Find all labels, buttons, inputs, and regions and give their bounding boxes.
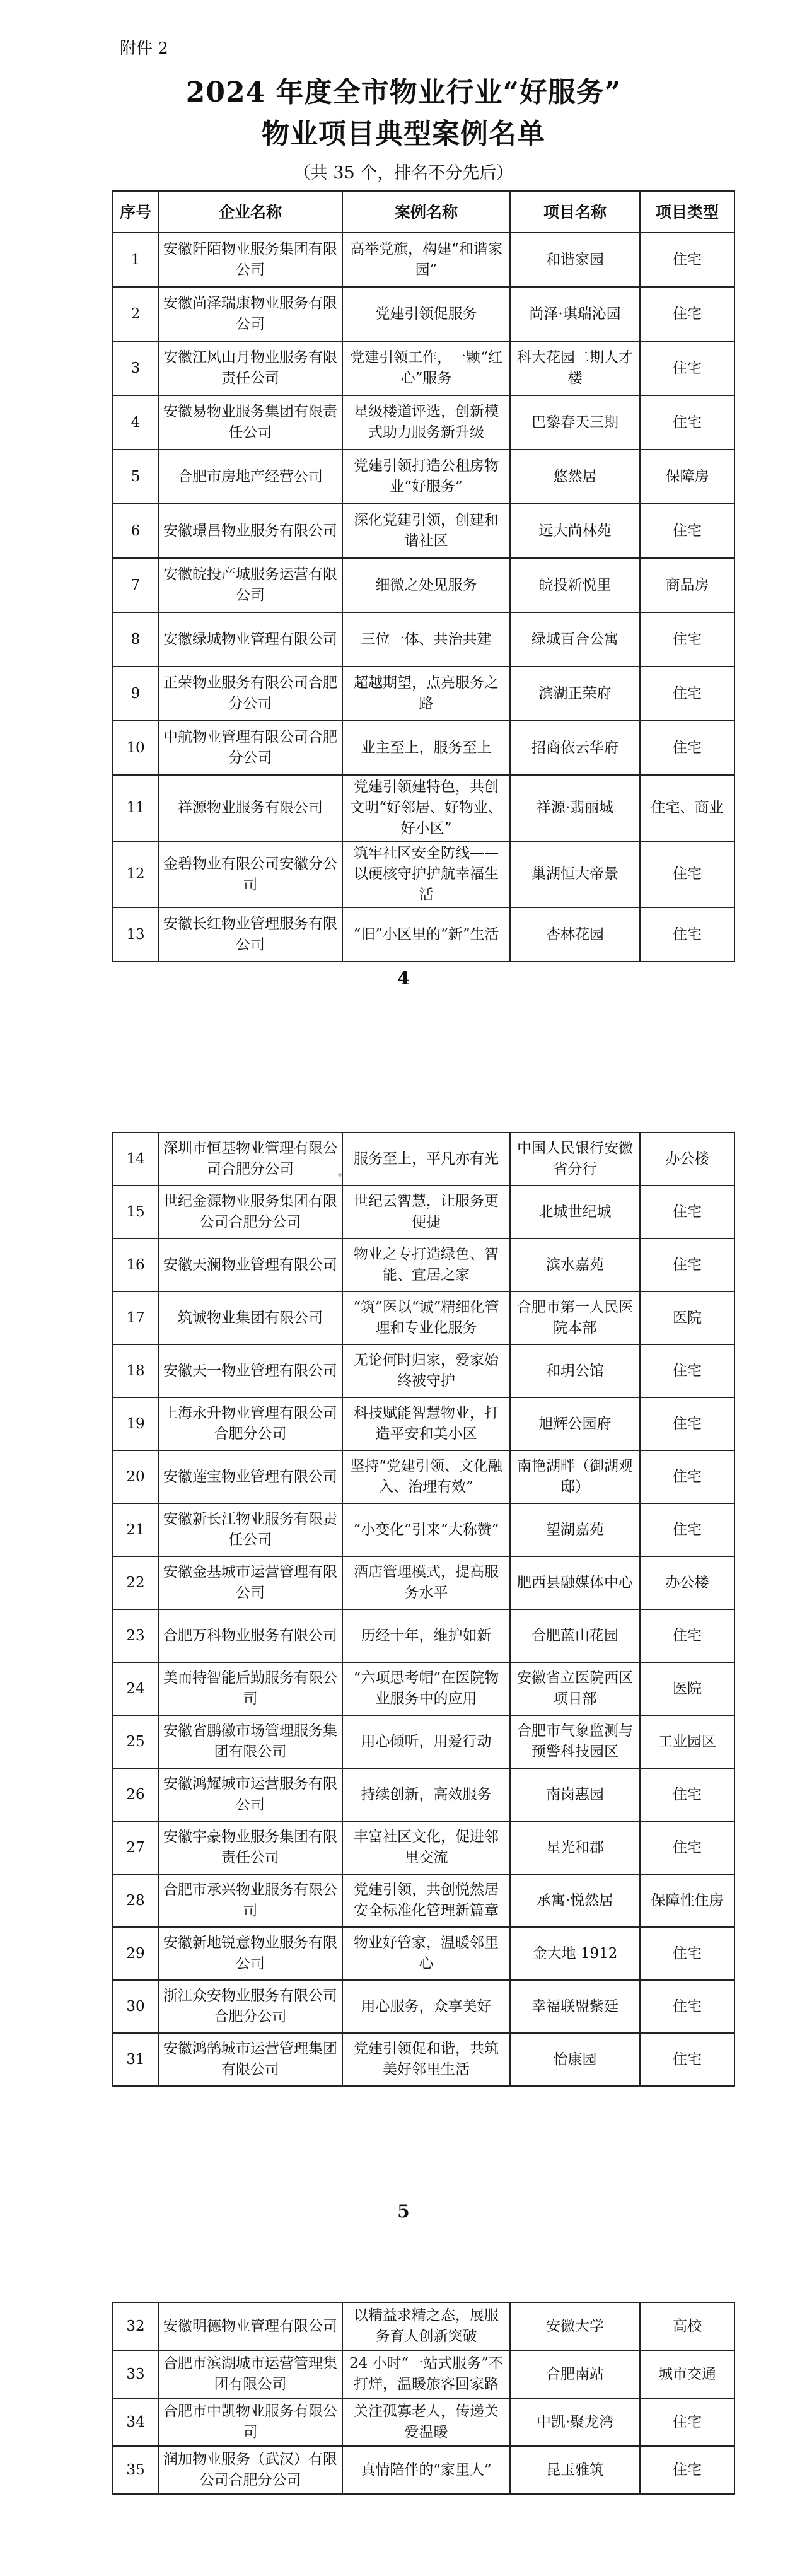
cell-project: 招商依云华府 — [510, 721, 640, 775]
cell-project: 和谐家园 — [510, 233, 640, 287]
cell-project: 旭辉公园府 — [510, 1397, 640, 1450]
cell-number: 34 — [113, 2398, 158, 2446]
cell-type: 住宅 — [640, 667, 734, 721]
cell-case: 超越期望，点亮服务之路 — [342, 667, 510, 721]
table-row — [113, 1768, 734, 1821]
cell-type: 住宅 — [640, 1768, 734, 1821]
table-row — [113, 287, 734, 341]
cell-type: 住宅 — [640, 504, 734, 558]
table-row — [113, 2302, 734, 2350]
table-row — [113, 1662, 734, 1715]
cell-project: 安徽省立医院西区项目部 — [510, 1662, 640, 1715]
cell-number: 19 — [113, 1397, 158, 1450]
table-row — [113, 1186, 734, 1238]
cell-project: 合肥蓝山花园 — [510, 1609, 640, 1662]
cell-case: 党建引领打造公租房物业“好服务” — [342, 450, 510, 504]
cell-number: 28 — [113, 1874, 158, 1927]
cell-project: 滨水嘉苑 — [510, 1238, 640, 1291]
table-row — [113, 1715, 734, 1768]
cell-type: 住宅 — [640, 341, 734, 395]
cell-number: 18 — [113, 1344, 158, 1397]
cell-company: 安徽阡陌物业服务集团有限公司 — [158, 233, 342, 287]
table-row — [113, 2033, 734, 2086]
header-company: 企业名称 — [158, 191, 342, 233]
header-number: 序号 — [113, 191, 158, 233]
cell-project: 巴黎春天三期 — [510, 395, 640, 450]
cell-number: 2 — [113, 287, 158, 341]
cell-type: 住宅 — [640, 721, 734, 775]
cell-project: 幸福联盟紫廷 — [510, 1980, 640, 2033]
cell-number: 1 — [113, 233, 158, 287]
cell-type: 住宅 — [640, 287, 734, 341]
cell-type: 住宅 — [640, 1927, 734, 1980]
cell-case: “六项思考帽”在医院物业服务中的应用 — [342, 1662, 510, 1715]
cell-company: 安徽新长江物业服务有限责任公司 — [158, 1503, 342, 1556]
case-list-table-part-1 — [112, 190, 735, 962]
cell-case: 酒店管理模式，提高服务水平 — [342, 1556, 510, 1609]
cell-number: 22 — [113, 1556, 158, 1609]
cell-company: 安徽长红物业管理服务有限公司 — [158, 907, 342, 962]
table-row — [113, 612, 734, 667]
header-project: 项目名称 — [510, 191, 640, 233]
cell-project: 巢湖恒大帝景 — [510, 841, 640, 907]
table-row — [113, 1291, 734, 1344]
cell-number: 9 — [113, 667, 158, 721]
cell-type: 住宅 — [640, 612, 734, 667]
table-row — [113, 1133, 734, 1186]
cell-case: 细微之处见服务 — [342, 558, 510, 612]
cell-case: 党建引领，共创悦然居安全标准化管理新篇章 — [342, 1874, 510, 1927]
cell-case: 三位一体、共治共建 — [342, 612, 510, 667]
cell-company: 正荣物业服务有限公司合肥分公司 — [158, 667, 342, 721]
table-row — [113, 1503, 734, 1556]
cell-type: 办公楼 — [640, 1133, 734, 1186]
cell-case: 星级楼道评选，创新模式助力服务新升级 — [342, 395, 510, 450]
cell-number: 12 — [113, 841, 158, 907]
cell-company: 安徽明德物业管理有限公司 — [158, 2302, 342, 2350]
cell-company: 安徽天澜物业管理有限公司 — [158, 1238, 342, 1291]
table-body-part-3 — [113, 2302, 734, 2494]
cell-project: 肥西县融媒体中心 — [510, 1556, 640, 1609]
page-number: 4 — [397, 968, 410, 989]
cell-number: 6 — [113, 504, 158, 558]
cell-case: 24 小时“一站式服务”不打烊，温暖旅客回家路 — [342, 2350, 510, 2398]
document-page-2 — [0, 1072, 807, 2245]
cell-case: “小变化”引来“大称赞” — [342, 1503, 510, 1556]
cell-type: 医院 — [640, 1291, 734, 1344]
header-case: 案例名称 — [342, 191, 510, 233]
cell-project: 北城世纪城 — [510, 1186, 640, 1238]
cell-number: 29 — [113, 1927, 158, 1980]
scan-speck — [338, 1173, 342, 1177]
cell-type: 高校 — [640, 2302, 734, 2350]
cell-company: 安徽省鹏徽市场管理服务集团有限公司 — [158, 1715, 342, 1768]
cell-case: 用心倾听，用爱行动 — [342, 1715, 510, 1768]
cell-number: 24 — [113, 1662, 158, 1715]
cell-project: 祥源·翡丽城 — [510, 775, 640, 841]
cell-company: 筑诚物业集团有限公司 — [158, 1291, 342, 1344]
cell-project: 南岗惠园 — [510, 1768, 640, 1821]
table-header-row — [113, 191, 734, 233]
cell-case: 坚持“党建引领、文化融入、治理有效” — [342, 1450, 510, 1503]
cell-company: 安徽皖投产城服务运营有限公司 — [158, 558, 342, 612]
cell-number: 4 — [113, 395, 158, 450]
cell-case: 用心服务，众享美好 — [342, 1980, 510, 2033]
cell-number: 8 — [113, 612, 158, 667]
table-row — [113, 1397, 734, 1450]
cell-project: 安徽大学 — [510, 2302, 640, 2350]
table-row — [113, 1874, 734, 1927]
cell-company: 安徽绿城物业管理有限公司 — [158, 612, 342, 667]
table-row — [113, 1450, 734, 1503]
document-title-line-1: 2024 年度全市物业行业“好服务” — [185, 76, 622, 108]
cell-company: 安徽易物业服务集团有限责任公司 — [158, 395, 342, 450]
table-row — [113, 1980, 734, 2033]
table-row — [113, 2398, 734, 2446]
table-body-part-2 — [113, 1133, 734, 2086]
cell-number: 26 — [113, 1768, 158, 1821]
table-row — [113, 721, 734, 775]
cell-company: 安徽鸿鹄城市运营管理集团有限公司 — [158, 2033, 342, 2086]
document-page-1 — [0, 0, 807, 1072]
cell-project: 远大尚林苑 — [510, 504, 640, 558]
cell-number: 11 — [113, 775, 158, 841]
cell-case: 持续创新，高效服务 — [342, 1768, 510, 1821]
cell-number: 32 — [113, 2302, 158, 2350]
cell-project: 悠然居 — [510, 450, 640, 504]
table-row — [113, 2446, 734, 2494]
cell-company: 金碧物业有限公司安徽分公司 — [158, 841, 342, 907]
cell-type: 住宅 — [640, 1450, 734, 1503]
cell-number: 17 — [113, 1291, 158, 1344]
cell-case: 以精益求精之态，展服务育人创新突破 — [342, 2302, 510, 2350]
cell-number: 16 — [113, 1238, 158, 1291]
case-list-table-part-3 — [112, 2302, 735, 2495]
cell-case: 党建引领促和谐，共筑美好邻里生活 — [342, 2033, 510, 2086]
cell-type: 住宅 — [640, 2446, 734, 2494]
cell-company: 润加物业服务（武汉）有限公司合肥分公司 — [158, 2446, 342, 2494]
cell-case: 丰富社区文化，促进邻里交流 — [342, 1821, 510, 1874]
cell-number: 3 — [113, 341, 158, 395]
cell-case: “旧”小区里的“新”生活 — [342, 907, 510, 962]
cell-project: 合肥市第一人民医院本部 — [510, 1291, 640, 1344]
cell-case: 党建引领建特色，共创文明“好邻居、好物业、好小区” — [342, 775, 510, 841]
cell-case: 世纪云智慧，让服务更便捷 — [342, 1186, 510, 1238]
document-subtitle: （共 35 个，排名不分先后） — [293, 163, 514, 183]
table-body-part-1 — [113, 233, 734, 962]
cell-type: 住宅 — [640, 395, 734, 450]
table-row — [113, 395, 734, 450]
cell-number: 20 — [113, 1450, 158, 1503]
table-row — [113, 2350, 734, 2398]
cell-case: “筑”医以“诚”精细化管理和专业化服务 — [342, 1291, 510, 1344]
cell-type: 办公楼 — [640, 1556, 734, 1609]
cell-project: 金大地 1912 — [510, 1927, 640, 1980]
cell-company: 深圳市恒基物业管理有限公司合肥分公司 — [158, 1133, 342, 1186]
cell-project: 和玥公馆 — [510, 1344, 640, 1397]
cell-project: 望湖嘉苑 — [510, 1503, 640, 1556]
cell-company: 合肥市房地产经营公司 — [158, 450, 342, 504]
cell-number: 31 — [113, 2033, 158, 2086]
cell-number: 27 — [113, 1821, 158, 1874]
cell-company: 合肥市滨湖城市运营管理集团有限公司 — [158, 2350, 342, 2398]
table-row — [113, 558, 734, 612]
table-row — [113, 450, 734, 504]
cell-company: 安徽宇豪物业服务集团有限责任公司 — [158, 1821, 342, 1874]
cell-project: 星光和郡 — [510, 1821, 640, 1874]
cell-number: 7 — [113, 558, 158, 612]
cell-company: 安徽江风山月物业服务有限责任公司 — [158, 341, 342, 395]
cell-project: 合肥市气象监测与预警科技园区 — [510, 1715, 640, 1768]
cell-company: 中航物业管理有限公司合肥分公司 — [158, 721, 342, 775]
table-row — [113, 667, 734, 721]
cell-project: 承寓·悦然居 — [510, 1874, 640, 1927]
cell-type: 住宅 — [640, 1609, 734, 1662]
cell-number: 35 — [113, 2446, 158, 2494]
cell-project: 合肥南站 — [510, 2350, 640, 2398]
table-row — [113, 341, 734, 395]
cell-type: 城市交通 — [640, 2350, 734, 2398]
attachment-label: 附件 2 — [120, 39, 168, 58]
cell-case: 党建引领促服务 — [342, 287, 510, 341]
cell-company: 安徽天一物业管理有限公司 — [158, 1344, 342, 1397]
cell-type: 住宅 — [640, 2033, 734, 2086]
table-row — [113, 775, 734, 841]
cell-number: 15 — [113, 1186, 158, 1238]
cell-project: 杏林花园 — [510, 907, 640, 962]
cell-case: 物业好管家，温暖邻里心 — [342, 1927, 510, 1980]
cell-type: 住宅、商业 — [640, 775, 734, 841]
cell-case: 物业之专打造绿色、智能、宜居之家 — [342, 1238, 510, 1291]
cell-type: 住宅 — [640, 841, 734, 907]
cell-company: 安徽鸿耀城市运营服务有限公司 — [158, 1768, 342, 1821]
cell-number: 14 — [113, 1133, 158, 1186]
cell-company: 合肥市中凯物业服务有限公司 — [158, 2398, 342, 2446]
table-row — [113, 1609, 734, 1662]
cell-company: 合肥万科物业服务有限公司 — [158, 1609, 342, 1662]
cell-type: 保障房 — [640, 450, 734, 504]
cell-number: 30 — [113, 1980, 158, 2033]
cell-type: 住宅 — [640, 1238, 734, 1291]
table-row — [113, 1344, 734, 1397]
cell-project: 绿城百合公寓 — [510, 612, 640, 667]
table-row — [113, 504, 734, 558]
table-row — [113, 1238, 734, 1291]
cell-case: 党建引领工作，一颗“红心”服务 — [342, 341, 510, 395]
cell-company: 安徽莲宝物业管理有限公司 — [158, 1450, 342, 1503]
table-row — [113, 907, 734, 962]
cell-number: 10 — [113, 721, 158, 775]
cell-type: 住宅 — [640, 1397, 734, 1450]
cell-number: 5 — [113, 450, 158, 504]
document-title-line-2: 物业项目典型案例名单 — [262, 118, 545, 150]
cell-project: 尚泽·琪瑞沁园 — [510, 287, 640, 341]
cell-case: 关注孤寡老人，传递关爱温暖 — [342, 2398, 510, 2446]
cell-type: 医院 — [640, 1662, 734, 1715]
cell-company: 安徽璟昌物业服务有限公司 — [158, 504, 342, 558]
cell-type: 住宅 — [640, 2398, 734, 2446]
cell-company: 安徽金基城市运营管理有限公司 — [158, 1556, 342, 1609]
cell-company: 安徽尚泽瑞康物业服务有限公司 — [158, 287, 342, 341]
cell-project: 滨湖正荣府 — [510, 667, 640, 721]
cell-type: 住宅 — [640, 1821, 734, 1874]
cell-project: 昆玉雅筑 — [510, 2446, 640, 2494]
cell-case: 真情陪伴的“家里人” — [342, 2446, 510, 2494]
cell-project: 中凯·聚龙湾 — [510, 2398, 640, 2446]
document-page-3 — [0, 2245, 807, 2576]
header-type: 项目类型 — [640, 191, 734, 233]
cell-company: 祥源物业服务有限公司 — [158, 775, 342, 841]
cell-type: 住宅 — [640, 907, 734, 962]
table-row — [113, 1556, 734, 1609]
cell-case: 历经十年，维护如新 — [342, 1609, 510, 1662]
cell-type: 商品房 — [640, 558, 734, 612]
cell-company: 浙江众安物业服务有限公司合肥分公司 — [158, 1980, 342, 2033]
table-row — [113, 841, 734, 907]
cell-number: 13 — [113, 907, 158, 962]
cell-project: 皖投新悦里 — [510, 558, 640, 612]
cell-type: 住宅 — [640, 1186, 734, 1238]
cell-company: 合肥市承兴物业服务有限公司 — [158, 1874, 342, 1927]
cell-type: 住宅 — [640, 1503, 734, 1556]
cell-type: 住宅 — [640, 1344, 734, 1397]
cell-case: 科技赋能智慧物业，打造平安和美小区 — [342, 1397, 510, 1450]
cell-company: 安徽新地锐意物业服务有限公司 — [158, 1927, 342, 1980]
cell-case: 筑牢社区安全防线——以硬核守护护航幸福生活 — [342, 841, 510, 907]
cell-number: 23 — [113, 1609, 158, 1662]
cell-project: 科大花园二期人才楼 — [510, 341, 640, 395]
table-row — [113, 1927, 734, 1980]
cell-company: 美而特智能后勤服务有限公司 — [158, 1662, 342, 1715]
cell-case: 深化党建引领，创建和谐社区 — [342, 504, 510, 558]
cell-number: 33 — [113, 2350, 158, 2398]
cell-type: 工业园区 — [640, 1715, 734, 1768]
cell-number: 21 — [113, 1503, 158, 1556]
cell-type: 住宅 — [640, 233, 734, 287]
cell-case: 无论何时归家，爱家始终被守护 — [342, 1344, 510, 1397]
table-row — [113, 1821, 734, 1874]
cell-project: 中国人民银行安徽省分行 — [510, 1133, 640, 1186]
cell-type: 住宅 — [640, 1980, 734, 2033]
cell-type: 保障性住房 — [640, 1874, 734, 1927]
cell-number: 25 — [113, 1715, 158, 1768]
page-number: 5 — [397, 2201, 410, 2222]
cell-project: 怡康园 — [510, 2033, 640, 2086]
case-list-table-part-2 — [112, 1132, 735, 2087]
table-row — [113, 233, 734, 287]
cell-case: 高举党旗，构建“和谐家园” — [342, 233, 510, 287]
cell-company: 上海永升物业管理有限公司合肥分公司 — [158, 1397, 342, 1450]
cell-case: 业主至上，服务至上 — [342, 721, 510, 775]
cell-project: 南艳湖畔（御湖观邸） — [510, 1450, 640, 1503]
cell-company: 世纪金源物业服务集团有限公司合肥分公司 — [158, 1186, 342, 1238]
cell-case: 服务至上，平凡亦有光 — [342, 1133, 510, 1186]
